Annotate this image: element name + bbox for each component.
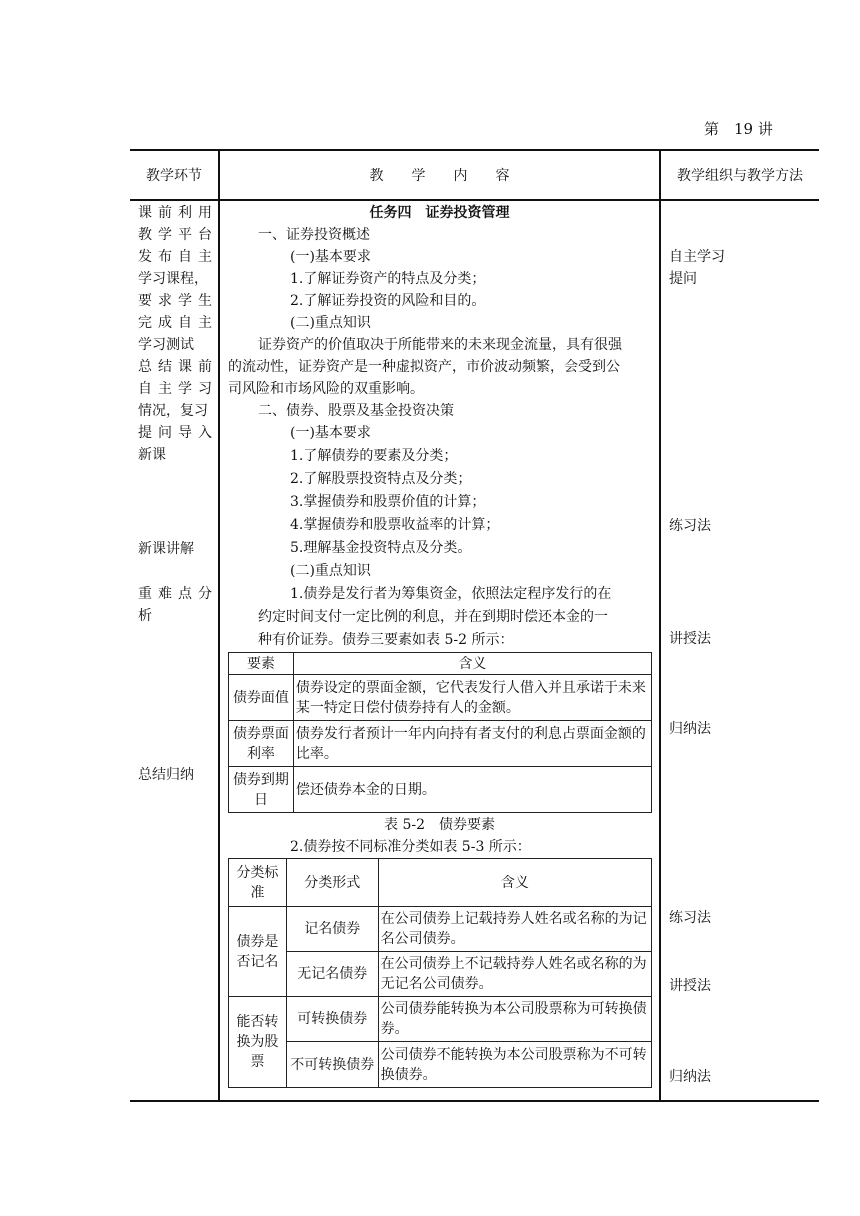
paragraph-line: 2.债券按不同标准分类如表 5-3 所示：: [290, 839, 531, 855]
table-group-cell: 债券是否记名: [229, 907, 287, 997]
requirement-item: 1.了解债券的要素及分类；: [290, 448, 458, 464]
table-cell: 公司债券不能转换为本公司股票称为不可转换债券。: [378, 1042, 651, 1088]
requirement-item: 1.了解证券资产的特点及分类；: [290, 271, 486, 287]
paragraph-line: 约定时间支付一定比例的利息，并在到期时偿还本金的一: [258, 609, 608, 625]
requirement-item: 2.了解证券投资的风险和目的。: [290, 293, 486, 309]
left-line: 完成自主: [138, 315, 212, 331]
table-header-cell: 要素: [229, 653, 294, 675]
table-header-cell: 分类形式: [286, 859, 378, 907]
subsection-heading: (二)重点知识: [290, 563, 371, 579]
left-line: 情况，复习: [138, 403, 208, 419]
requirement-item: 2.了解股票投资特点及分类；: [290, 471, 472, 487]
left-key-points: 重难点分: [138, 586, 212, 602]
header-teaching-method: 教学组织与教学方法: [677, 168, 803, 184]
table-group-cell: 能否转换为股票: [229, 997, 287, 1088]
method-label: 练习法: [669, 518, 711, 534]
table-cell: 债券票面利率: [229, 721, 294, 767]
table-cell: 债券发行者预计一年内向持有者支付的利息占票面金额的比率。: [293, 721, 651, 767]
subsection-heading: (一)基本要求: [290, 249, 371, 265]
section-heading: 一、证券投资概述: [258, 227, 370, 243]
table-bottom-border: [130, 1100, 819, 1102]
paragraph-line: 司风险和市场风险的双重影响。: [228, 381, 424, 397]
bond-classification-table: [228, 858, 652, 1088]
left-summary: 总结归纳: [138, 767, 194, 783]
left-line: 发布自主: [138, 249, 212, 265]
left-line: 学习课程，: [138, 271, 208, 287]
method-label: 讲授法: [669, 978, 711, 994]
lecture-number: 第 19 讲: [704, 120, 773, 138]
table-header-cell: 含义: [378, 859, 651, 907]
col-divider-1: [218, 150, 220, 1101]
table-header-cell: 分类标准: [229, 859, 287, 907]
table-cell: 公司债券能转换为本公司股票称为可转换债券。: [378, 997, 651, 1042]
table-cell: 债券面值: [229, 675, 294, 721]
section-heading: 二、债券、股票及基金投资决策: [258, 403, 454, 419]
method-label: 提问: [669, 271, 697, 287]
method-label: 自主学习: [669, 249, 725, 265]
table-cell: 在公司债券上记载持券人姓名或名称的为记名公司债券。: [378, 907, 651, 952]
table-cell: 记名债券: [286, 907, 378, 952]
header-teaching-content: 教 学 内 容: [369, 168, 510, 184]
table-cell: 可转换债券: [286, 997, 378, 1042]
method-label: 练习法: [669, 910, 711, 926]
bond-elements-table: [228, 652, 652, 813]
table-cell: 不可转换债券: [286, 1042, 378, 1088]
left-line: 总结课前: [138, 359, 212, 375]
left-key-points: 析: [138, 608, 152, 624]
col-divider-2: [659, 150, 661, 1101]
method-label: 讲授法: [669, 631, 711, 647]
paragraph-line: 证券资产的价值取决于所能带来的未来现金流量，具有很强: [258, 337, 622, 353]
table-caption: 表 5-2 债券要素: [384, 817, 495, 833]
requirement-item: 4.掌握债券和股票收益率的计算；: [290, 517, 500, 533]
subsection-heading: (二)重点知识: [290, 315, 371, 331]
table-header-cell: 含义: [293, 653, 651, 675]
left-line: 新课: [138, 447, 166, 463]
paragraph-line: 种有价证券。债券三要素如表 5-2 所示：: [258, 632, 514, 648]
requirement-item: 3.掌握债券和股票价值的计算；: [290, 494, 486, 510]
table-cell: 债券到期日: [229, 767, 294, 813]
header-teaching-stage: 教学环节: [146, 168, 202, 184]
table-cell: 偿还债券本金的日期。: [293, 767, 651, 813]
task-title: 任务四 证券投资管理: [369, 205, 510, 221]
method-label: 归纳法: [669, 721, 711, 737]
left-line: 课前利用: [138, 205, 212, 221]
left-line: 提问导入: [138, 425, 212, 441]
left-new-lesson: 新课讲解: [138, 541, 194, 557]
paragraph-line: 的流动性，证券资产是一种虚拟资产，市价波动频繁，会受到公: [228, 359, 620, 375]
left-line: 要求学生: [138, 293, 212, 309]
table-cell: 债券设定的票面金额，它代表发行人借入并且承诺于未来某一特定日偿付债券持有人的金额。: [293, 675, 651, 721]
table-cell: 无记名债券: [286, 952, 378, 997]
left-line: 教学平台: [138, 227, 212, 243]
left-line: 学习测试: [138, 337, 194, 353]
method-label: 归纳法: [669, 1069, 711, 1085]
left-line: 自主学习: [138, 381, 212, 397]
paragraph-line: 1.债券是发行者为筹集资金，依照法定程序发行的在: [290, 586, 612, 602]
table-cell: 在公司债券上不记载持券人姓名或名称的为无记名公司债券。: [378, 952, 651, 997]
requirement-item: 5.理解基金投资特点及分类。: [290, 540, 472, 556]
subsection-heading: (一)基本要求: [290, 425, 371, 441]
